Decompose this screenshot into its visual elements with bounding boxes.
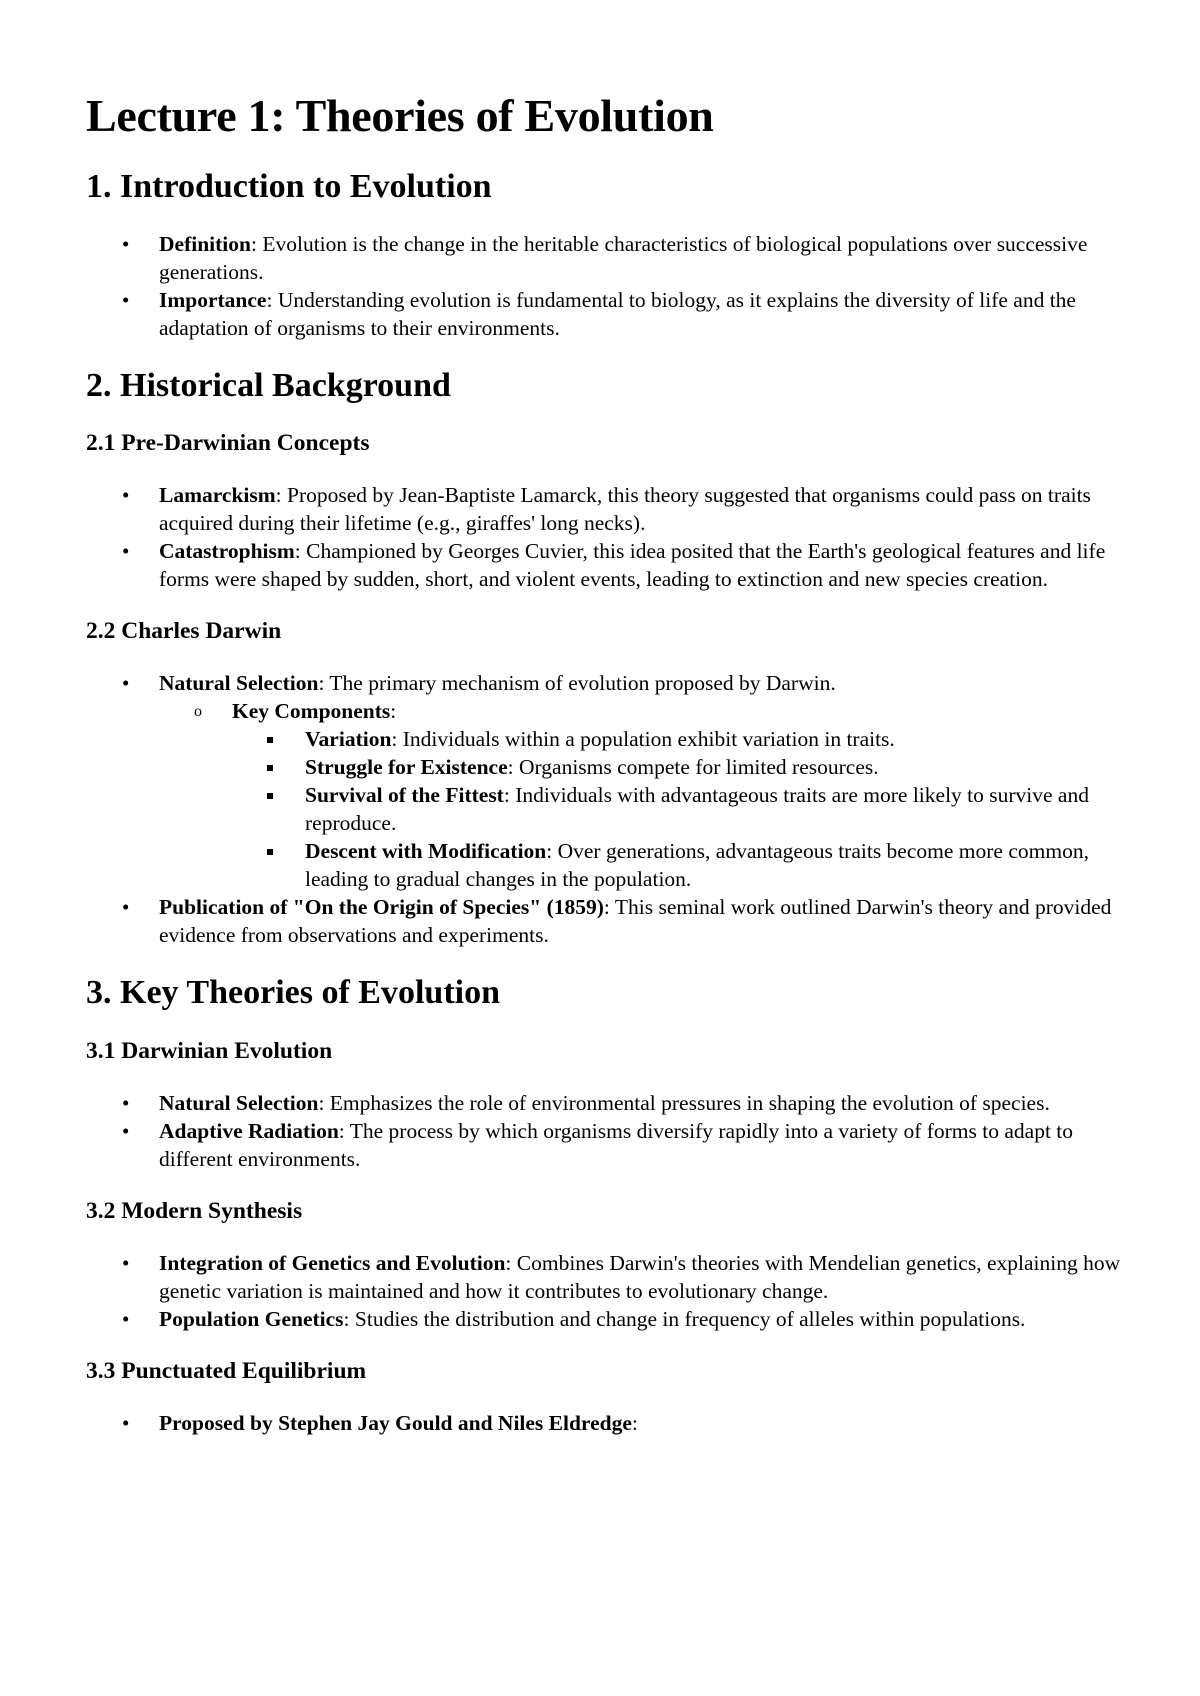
description: : This seminal work outlined Darwin's theory and provided evidence from observations and experiments. — [159, 895, 1112, 948]
term: Publication of "On the Origin of Species" (1859) — [159, 895, 604, 920]
term: Lamarckism — [159, 483, 276, 508]
term: Catastrophism — [159, 539, 295, 564]
list-item — [86, 1117, 1140, 1173]
section-heading: 1. Introduction to Evolution — [86, 167, 492, 205]
term: Definition — [159, 231, 251, 256]
description: : Over generations, advantageous traits become more common, leading to gradual changes in the population. — [305, 839, 1089, 892]
bullet-list — [86, 1409, 1140, 1437]
sub-sub-list-item — [232, 781, 1140, 837]
term: Survival of the Fittest — [305, 783, 504, 808]
term: Population Genetics — [159, 1306, 344, 1331]
term: Proposed by Stephen Jay Gould and Niles Eldredge — [159, 1411, 632, 1436]
description: : — [631, 1411, 638, 1436]
term: Struggle for Existence — [305, 755, 508, 780]
description: : Combines Darwin's theories with Mendelian genetics, explaining how genetic variation is maintained and how it contributes to evolutionary change. — [159, 1250, 1121, 1303]
bullet-list — [86, 481, 1140, 593]
list-item — [86, 893, 1140, 949]
bullet-list — [86, 1249, 1140, 1333]
sub-sub-list — [232, 725, 1140, 893]
term: Adaptive Radiation — [159, 1118, 339, 1143]
subsection-heading: 2.1 Pre-Darwinian Concepts — [86, 430, 370, 457]
description: : Emphasizes the role of environmental pressures in shaping the evolution of species. — [318, 1090, 1050, 1115]
list-item — [86, 1089, 1140, 1117]
description: : — [390, 699, 397, 724]
description: : Championed by Georges Cuvier, this idea posited that the Earth's geological features and life forms were shaped by sudden, short, and violent events, leading to extinction and new species creation. — [159, 539, 1106, 592]
list-item — [86, 669, 1140, 893]
subsection-heading: 3.3 Punctuated Equilibrium — [86, 1357, 367, 1384]
section-heading: 3. Key Theories of Evolution — [86, 974, 500, 1012]
description: : Evolution is the change in the heritable characteristics of biological populations over successive generations. — [159, 231, 1088, 284]
term: Importance — [159, 287, 267, 312]
term: Natural Selection — [159, 671, 319, 696]
description: : Individuals with advantageous traits are more likely to survive and reproduce. — [305, 783, 1089, 836]
list-item — [86, 481, 1140, 537]
subsection-heading: 3.2 Modern Synthesis — [86, 1197, 303, 1224]
sub-sub-list-item — [232, 837, 1140, 893]
sub-sub-list-item — [232, 753, 1140, 781]
bullet-list — [86, 1089, 1140, 1173]
subsection-heading: 3.1 Darwinian Evolution — [86, 1037, 333, 1064]
description: : Proposed by Jean-Baptiste Lamarck, this theory suggested that organisms could pass on traits acquired during their lifetime (e.g., giraffes' long necks). — [159, 483, 1091, 536]
term: Integration of Genetics and Evolution — [159, 1250, 506, 1275]
description: : The process by which organisms diversify rapidly into a variety of forms to adapt to different environments. — [159, 1118, 1074, 1171]
list-item — [86, 537, 1140, 593]
term: Variation — [305, 727, 392, 752]
page-title: Lecture 1: Theories of Evolution — [86, 90, 714, 141]
description: : Understanding evolution is fundamental to biology, as it explains the diversity of life and the adaptation of organisms to their environments. — [159, 287, 1076, 340]
description: : Studies the distribution and change in frequency of alleles within populations. — [343, 1306, 1026, 1331]
term: Natural Selection — [159, 1090, 319, 1115]
section-heading: 2. Historical Background — [86, 366, 451, 404]
list-item — [86, 1249, 1140, 1305]
description: : Individuals within a population exhibit variation in traits. — [391, 727, 895, 752]
term: Key Components — [232, 699, 391, 724]
list-item — [86, 1305, 1140, 1333]
sub-list — [159, 697, 1140, 893]
sub-list-item — [159, 697, 1140, 893]
sub-sub-list-item — [232, 725, 1140, 753]
bullet-list — [86, 669, 1140, 949]
bullet-list — [86, 230, 1140, 342]
description: : The primary mechanism of evolution proposed by Darwin. — [318, 671, 836, 696]
subsection-heading: 2.2 Charles Darwin — [86, 618, 282, 645]
list-item — [86, 230, 1140, 286]
list-item — [86, 1409, 1140, 1437]
description: : Organisms compete for limited resources. — [507, 755, 879, 780]
list-item — [86, 286, 1140, 342]
term: Descent with Modification — [305, 839, 547, 864]
